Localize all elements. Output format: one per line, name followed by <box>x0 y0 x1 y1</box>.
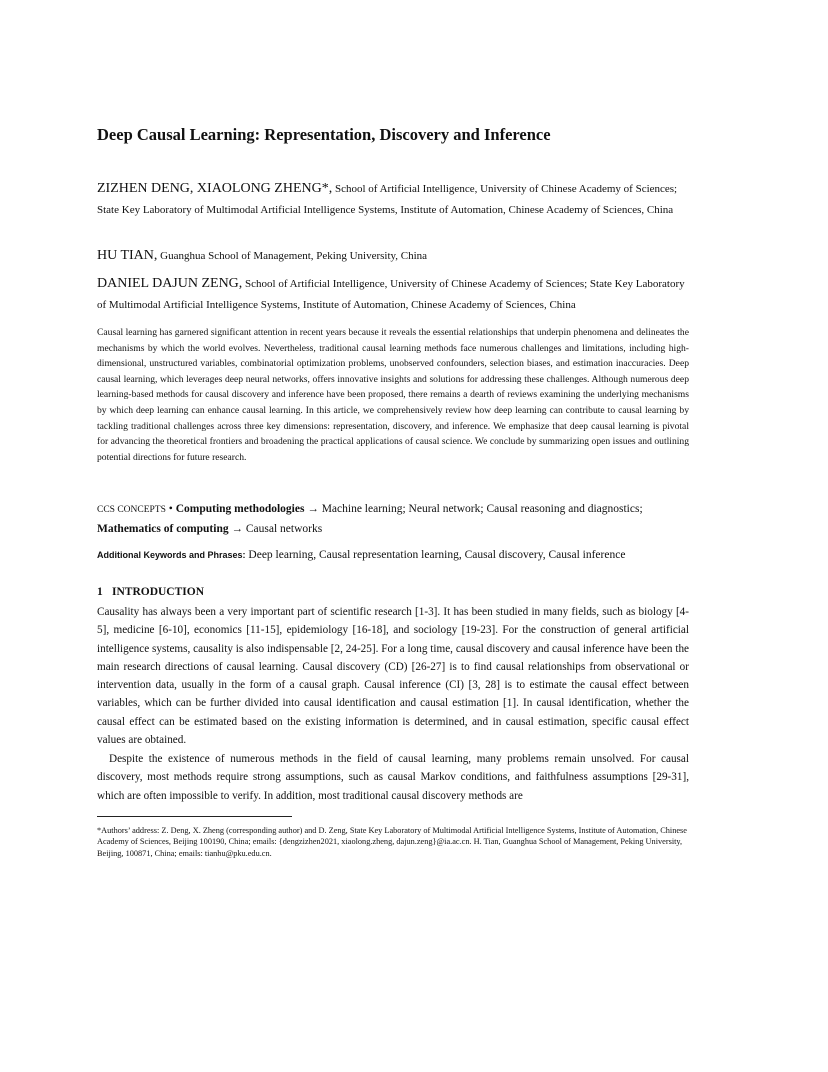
ccs-arrow-2: → <box>228 522 246 535</box>
abstract: Causal learning has garnered significant attention in recent years because it reveals the essential relationships that underpin phenomena and delineates the mechanisms by which the world evolves. Nevertheless, traditional causal learning methods face numerous challenges and limitations, including high-dimensional, unstructured variables, combinatorial optimization problems, unobserved confounders, selection biases, and estimation inaccuracies. Deep causal learning, which leverages deep neural networks, offers innovative insights and solutions for addressing these challenges. Although numerous deep learning-based methods for causal discovery and inference have been proposed, there remains a dearth of reviews examining the underlying mechanisms by which deep learning can enhance causal learning. In this article, we comprehensively review how deep learning can contribute to causal learning by tackling traditional challenges across three key dimensions: representation, discovery, and inference. We emphasize that deep causal learning is pivotal for advancing the theoretical frontiers and broadening the practical applications of causal science. We conclude by summarizing open issues and outlining potential directions for future research. <box>97 327 689 463</box>
section-title: INTRODUCTION <box>112 586 205 598</box>
section-heading <box>97 583 689 601</box>
author-block-2 <box>97 245 689 267</box>
author-affiliation-3: School of Artificial Intelligence, University of Chinese Academy of Sciences; State Key Laboratory of Multimodal Artificial Intelligence Systems, Institute of Automation, Chinese Academy of Sciences, China <box>97 278 685 311</box>
ccs-concepts <box>97 500 689 538</box>
author-names-3: DANIEL DAJUN ZENG, <box>97 276 243 291</box>
section-number: 1 <box>97 586 103 598</box>
author-affiliation-2: Guanghua School of Management, Peking University, China <box>157 250 428 262</box>
keywords <box>97 546 689 564</box>
ccs-arrow-1: → <box>304 503 322 515</box>
ccs-items-2: Causal networks <box>245 522 323 535</box>
intro-paragraph-2: Despite the existence of numerous methods in the field of causal learning, many problems remain unsolved. For causal discovery, most methods require strong assumptions, such as causal Markov conditions, and faithfulness assumptions [29-31], which are often impossible to verify. In addition, most traditional causal discovery methods are <box>97 753 689 802</box>
ccs-items-1: Machine learning; Neural network; Causal reasoning and diagnostics; <box>321 503 643 515</box>
author-affiliation-1: School of Artificial Intelligence, University of Chinese Academy of Sciences; State Key Laboratory of Multimodal Artificial Intelligence Systems, Institute of Automation, Chinese Academy of Sciences, China <box>97 183 678 216</box>
ccs-category-2: Mathematics of computing <box>97 522 229 535</box>
ccs-category-1: Computing methodologies <box>175 503 305 515</box>
author-block-3 <box>97 273 689 316</box>
ccs-bullet: • <box>165 503 176 515</box>
author-names-2: HU TIAN, <box>97 248 158 263</box>
ccs-label: CCS CONCEPTS <box>97 505 166 515</box>
keywords-text: Deep learning, Causal representation learning, Causal discovery, Causal inference <box>245 549 626 561</box>
footnote-rule <box>97 816 292 817</box>
author-names-1: ZIZHEN DENG, XIAOLONG ZHENG*, <box>97 181 333 196</box>
intro-paragraph-1: Causality has always been a very important part of scientific research [1-3]. It has been studied in many fields, such as biology [4-5], medicine [6-10], economics [11-15], epidemiology [16-18], and sociology [19-23]. For the construction of general artificial intelligence systems, causality is also indispensable [2, 24-25]. For a long time, causal discovery and causal inference have been the main research directions of causal learning. Causal discovery (CD) [26-27] is to find causal relationships from observational or intervention data, usually in the form of a causal graph. Causal inference (CI) [3, 28] is to estimate the causal effect between variables, which can be further divided into causal identification and causal estimation [1]. In causal identification, whether the causal effect can be estimated based on the existing information is determined, and in causal estimation, specific causal effect values are obtained. <box>97 606 689 747</box>
footnote: *Authors’ address: Z. Deng, X. Zheng (corresponding author) and D. Zeng, State Key Laboratory of Multimodal Artificial Intelligence Systems, Institute of Automation, Chinese Academy of Sciences, Beijing 100190, China; emails: {dengzizhen2021, xiaolong.zheng, dajun.zeng}@ia.ac.cn. H. Tian, Guanghua School of Management, Peking University, Beijing, 100871, China; emails: tianhu@pku.edu.cn. <box>97 826 687 858</box>
keywords-label: Additional Keywords and Phrases: <box>97 550 246 560</box>
author-block-1 <box>97 178 689 221</box>
paper-title: Deep Causal Learning: Representation, Discovery and Inference <box>97 125 551 144</box>
